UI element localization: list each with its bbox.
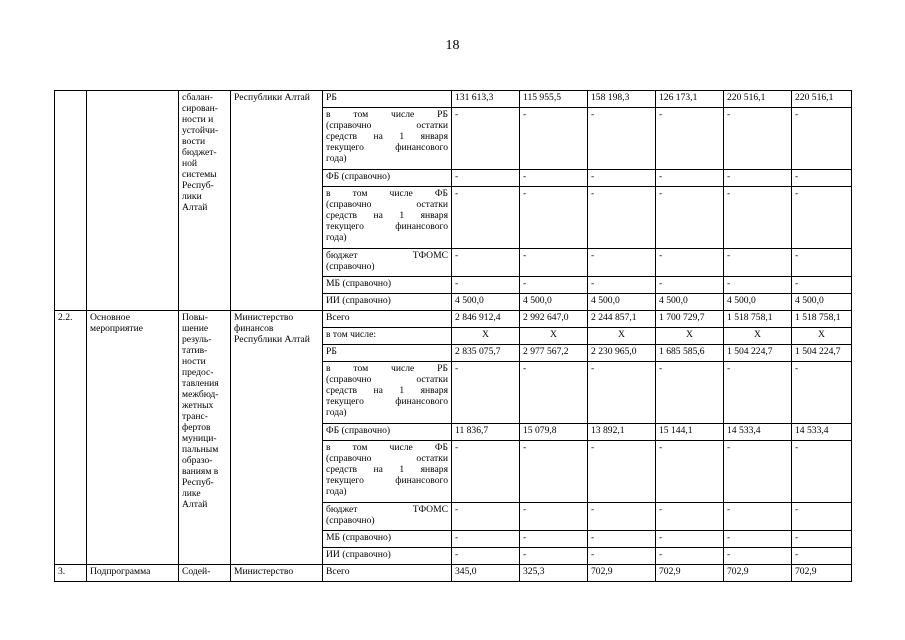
value-cell: - (724, 548, 792, 565)
indicator-cell (323, 531, 452, 548)
indicator-line: средств на 1 января (326, 464, 448, 475)
value-cell: - (588, 187, 656, 249)
indicator-text: ИИ (справочно) (326, 549, 391, 560)
value-cell: - (724, 503, 792, 531)
value-cell: - (656, 277, 724, 294)
value-cell: 14 533,4 (724, 424, 792, 441)
value-cell: 220 516,1 (792, 91, 852, 108)
indicator-cell (323, 548, 452, 565)
value-cell: X (520, 328, 588, 345)
value-cell: - (452, 362, 520, 424)
indicator-line: средств на 1 января (326, 210, 448, 221)
value-cell: - (792, 187, 852, 249)
value-cell: - (724, 249, 792, 277)
indicator-cell (323, 362, 452, 424)
indicator-text: ИИ (справочно) (326, 295, 391, 306)
value-cell: 345,0 (452, 565, 520, 582)
value-cell: 702,9 (656, 565, 724, 582)
value-cell: 2 230 965,0 (588, 345, 656, 362)
value-cell: - (588, 362, 656, 424)
value-cell: - (452, 277, 520, 294)
row-number-cell: 2.2. (55, 311, 87, 565)
value-cell: - (520, 503, 588, 531)
event-name-cell (87, 91, 179, 311)
value-cell: - (792, 531, 852, 548)
indicator-text: Всего (326, 566, 350, 577)
indicator-line: в том числе ФБ (326, 442, 448, 453)
value-cell: - (452, 503, 520, 531)
value-cell: 15 079,8 (520, 424, 588, 441)
value-cell: - (520, 277, 588, 294)
value-cell: - (724, 362, 792, 424)
value-cell: - (520, 187, 588, 249)
indicator-cell (323, 441, 452, 503)
value-cell: - (520, 170, 588, 187)
indicator-line: в том числе ФБ (326, 188, 448, 199)
value-cell: - (724, 441, 792, 503)
indicator-line: года) (326, 486, 347, 497)
value-cell: 4 500,0 (724, 294, 792, 311)
row-number-cell (55, 91, 87, 311)
value-cell: 702,9 (724, 565, 792, 582)
value-cell: 1 504 224,7 (792, 345, 852, 362)
value-cell: 2 835 075,7 (452, 345, 520, 362)
value-cell: - (792, 277, 852, 294)
value-cell: - (520, 441, 588, 503)
indicator-line: (справочно остатки (326, 374, 448, 385)
indicator-line: в том числе РБ (326, 363, 448, 374)
indicator-text: ФБ (справочно) (326, 425, 391, 436)
value-cell: X (452, 328, 520, 345)
indicator-line: текущего финансового (326, 221, 448, 232)
value-cell: - (792, 170, 852, 187)
value-cell: - (656, 531, 724, 548)
value-cell: 702,9 (588, 565, 656, 582)
table-row (55, 91, 852, 108)
value-cell: - (588, 277, 656, 294)
value-cell: 126 173,1 (656, 91, 724, 108)
value-cell: - (724, 170, 792, 187)
value-cell: - (792, 249, 852, 277)
indicator-cell (323, 294, 452, 311)
indicator-cell (323, 170, 452, 187)
indicator-cell (323, 187, 452, 249)
value-cell: - (656, 187, 724, 249)
indicator-line: средств на 1 января (326, 385, 448, 396)
value-cell: 702,9 (792, 565, 852, 582)
executor-cell: Республики Алтай (231, 91, 323, 311)
value-cell: - (452, 108, 520, 170)
value-cell: X (724, 328, 792, 345)
value-cell: - (724, 187, 792, 249)
value-cell: 1 518 758,1 (792, 311, 852, 328)
value-cell: 2 846 912,4 (452, 311, 520, 328)
page-number: 18 (445, 38, 460, 53)
indicator-line: бюджет ТФОМС (326, 250, 448, 261)
indicator-line: бюджет ТФОМС (326, 504, 448, 515)
value-cell: - (588, 108, 656, 170)
indicator-cell (323, 311, 452, 328)
value-cell: 15 144,1 (656, 424, 724, 441)
value-cell: - (656, 441, 724, 503)
value-cell: - (452, 531, 520, 548)
value-cell: 220 516,1 (724, 91, 792, 108)
value-cell: 4 500,0 (452, 294, 520, 311)
indicator-text: МБ (справочно) (326, 278, 392, 289)
executor-cell: Министерство (231, 565, 323, 582)
value-cell: 1 504 224,7 (724, 345, 792, 362)
indicator-text: ФБ (справочно) (326, 171, 391, 182)
value-cell: - (792, 441, 852, 503)
value-cell: - (656, 362, 724, 424)
indicator-text: МБ (справочно) (326, 532, 392, 543)
value-cell: - (588, 503, 656, 531)
indicator-cell (323, 424, 452, 441)
goal-cell: сбалан-сирован-ности и устойчи-вости бюджет-ной системы Респуб-лики Алтай (179, 91, 231, 311)
value-cell: 14 533,4 (792, 424, 852, 441)
goal-cell: Содей- (179, 565, 231, 582)
indicator-cell (323, 565, 452, 582)
value-cell: 1 518 758,1 (724, 311, 792, 328)
value-cell: 4 500,0 (792, 294, 852, 311)
value-cell: 1 700 729,7 (656, 311, 724, 328)
value-cell: - (792, 503, 852, 531)
value-cell: - (452, 441, 520, 503)
value-cell: 2 992 647,0 (520, 311, 588, 328)
indicator-line: текущего финансового (326, 475, 448, 486)
value-cell: 4 500,0 (656, 294, 724, 311)
value-cell: 2 977 567,2 (520, 345, 588, 362)
value-cell: - (588, 249, 656, 277)
indicator-line: средств на 1 января (326, 131, 448, 142)
indicator-line: года) (326, 153, 347, 164)
goal-cell: Повы-шение резуль-татив-ности предос-тавления межбюд-жетных транс-фертов муници-пальным образо-ваниям в Респуб-лике Алтай (179, 311, 231, 565)
value-cell: - (520, 362, 588, 424)
value-cell: - (520, 531, 588, 548)
value-cell: - (656, 249, 724, 277)
value-cell: - (452, 548, 520, 565)
indicator-cell (323, 249, 452, 277)
value-cell: - (452, 249, 520, 277)
indicator-line: в том числе РБ (326, 109, 448, 120)
value-cell: 11 836,7 (452, 424, 520, 441)
value-cell: - (656, 548, 724, 565)
value-cell: - (656, 108, 724, 170)
value-cell: 115 955,5 (520, 91, 588, 108)
value-cell: - (588, 170, 656, 187)
value-cell: 325,3 (520, 565, 588, 582)
indicator-cell (323, 328, 452, 345)
value-cell: 13 892,1 (588, 424, 656, 441)
indicator-line: текущего финансового (326, 396, 448, 407)
value-cell: - (588, 548, 656, 565)
indicator-text: РБ (326, 346, 337, 357)
indicator-line: текущего финансового (326, 142, 448, 153)
value-cell: - (520, 548, 588, 565)
indicator-line: (справочно) (326, 515, 375, 526)
value-cell: X (792, 328, 852, 345)
value-cell: - (792, 108, 852, 170)
indicator-text: РБ (326, 92, 337, 103)
indicator-line: года) (326, 407, 347, 418)
indicator-line: (справочно остатки (326, 120, 448, 131)
row-number-cell: 3. (55, 565, 87, 582)
value-cell: - (452, 187, 520, 249)
value-cell: X (588, 328, 656, 345)
indicator-text: Всего (326, 312, 350, 323)
value-cell: 4 500,0 (520, 294, 588, 311)
executor-cell: Министерство финансов Республики Алтай (231, 311, 323, 565)
value-cell: - (588, 531, 656, 548)
value-cell: - (792, 362, 852, 424)
table-row (55, 565, 852, 582)
value-cell: 131 613,3 (452, 91, 520, 108)
value-cell: - (724, 277, 792, 294)
value-cell: - (656, 503, 724, 531)
value-cell: 4 500,0 (588, 294, 656, 311)
event-name-cell: Подпрограмма (87, 565, 179, 582)
table-row (55, 311, 852, 328)
value-cell: - (724, 108, 792, 170)
value-cell: - (520, 108, 588, 170)
value-cell: - (724, 531, 792, 548)
event-name-cell: Основное мероприятие (87, 311, 179, 565)
value-cell: - (588, 441, 656, 503)
indicator-line: (справочно) (326, 261, 375, 272)
indicator-line: (справочно остатки (326, 453, 448, 464)
indicator-cell (323, 503, 452, 531)
indicator-cell (323, 277, 452, 294)
value-cell: X (656, 328, 724, 345)
value-cell: - (452, 170, 520, 187)
indicator-cell (323, 108, 452, 170)
budget-table (54, 90, 852, 582)
value-cell: - (792, 548, 852, 565)
value-cell: 2 244 857,1 (588, 311, 656, 328)
indicator-cell (323, 345, 452, 362)
value-cell: - (520, 249, 588, 277)
indicator-cell (323, 91, 452, 108)
value-cell: 158 198,3 (588, 91, 656, 108)
indicator-line: года) (326, 232, 347, 243)
value-cell: - (656, 170, 724, 187)
indicator-text: в том числе: (326, 329, 377, 340)
value-cell: 1 685 585,6 (656, 345, 724, 362)
indicator-line: (справочно остатки (326, 199, 448, 210)
